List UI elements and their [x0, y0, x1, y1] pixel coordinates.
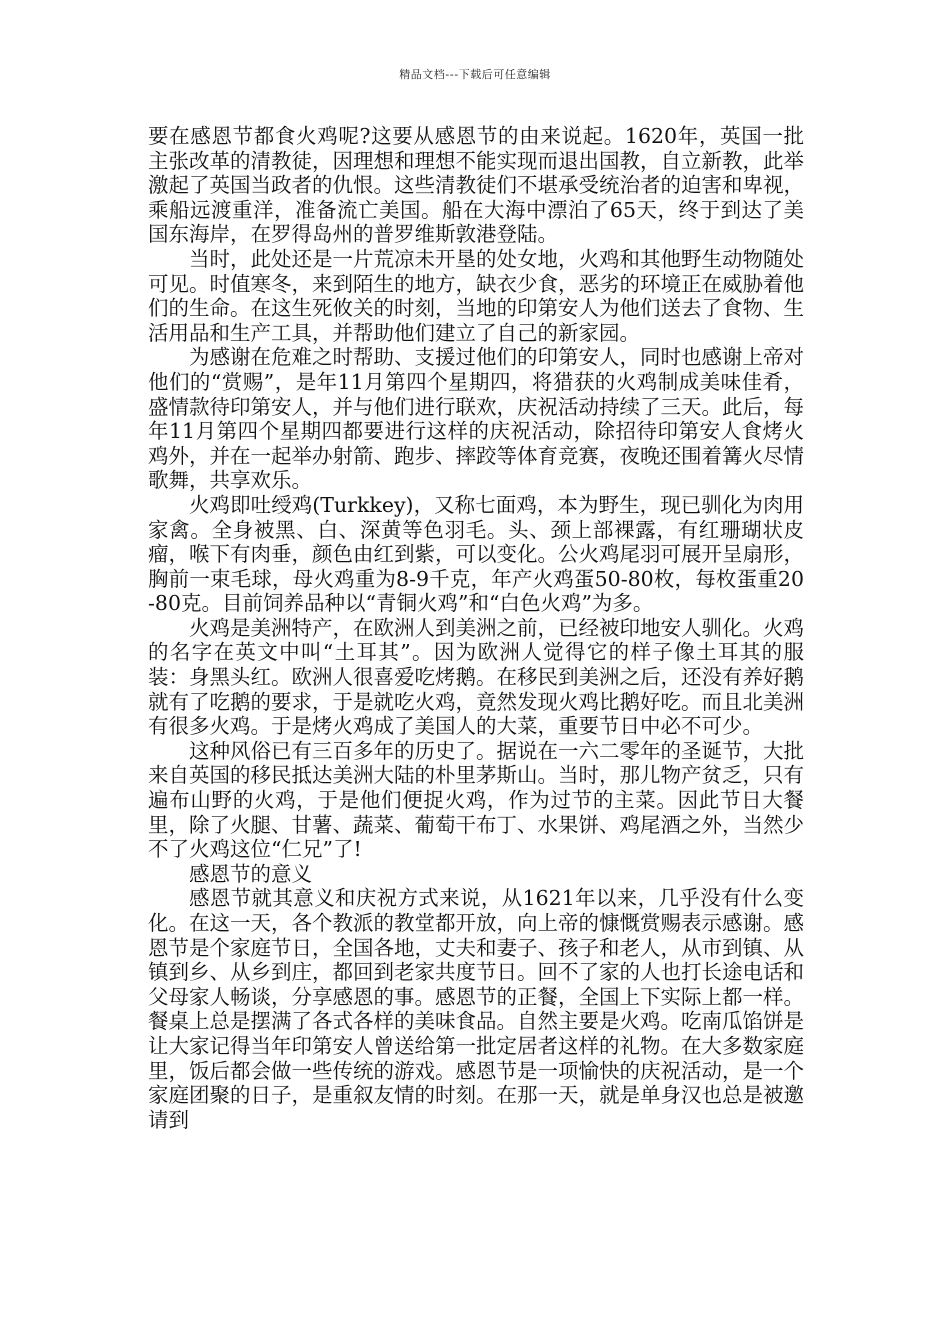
page-header: 精品文档---下载后可任意编辑 — [399, 68, 551, 81]
paragraph-turkey-name: 火鸡是美洲特产，在欧洲人到美洲之前，已经被印地安人驯化。火鸡的名字在英文中叫“土耳其”。因为欧洲人觉得它的样子像土耳其的服装：身黑头红。欧洲人很喜爱吃烤鹅。在移民到美洲之后，还没有养好鹅就有了吃鹅的要求，于是就吃火鸡，竟然发现火鸡比鹅好吃。而且北美洲有很多火鸡。于是烤火鸡成了美国人的大菜，重要节日中必不可少。 — [148, 615, 804, 739]
paragraph-custom-history: 这种风俗已有三百多年的历史了。据说在一六二零年的圣诞节，大批来自英国的移民抵达美洲大陆的朴里茅斯山。当时，那儿物产贫乏，只有遍布山野的火鸡，于是他们便捉火鸡，作为过节的主菜。因此节日大餐里，除了火腿、甘薯、蔬菜、葡萄干布丁、水果饼、鸡尾酒之外，当然少不了火鸡这位“仁兄”了! — [148, 738, 804, 862]
paragraph-wilderness: 当时，此处还是一片荒凉未开垦的处女地，火鸡和其他野生动物随处可见。时值寒冬，来到陌生的地方，缺衣少食，恶劣的环境正在威胁着他们的生命。在这生死攸关的时刻，当地的印第安人为他们送去了食物、生活用品和生产工具，并帮助他们建立了自己的新家园。 — [148, 246, 804, 345]
paragraph-meaning: 感恩节就其意义和庆祝方式来说，从1621年以来，几乎没有什么变化。在这一天，各个教派的教堂都开放，向上帝的慷慨赏赐表示感谢。感恩节是个家庭节日，全国各地，丈夫和妻子、孩子和老人，从市到镇、从镇到乡、从乡到庄，都回到老家共度节日。回不了家的人也打长途电话和父母家人畅谈，分享感恩的事。感恩节的正餐，全国上下实际上都一样。餐桌上总是摆满了各式各样的美味食品。自然主要是火鸡。吃南瓜馅饼是让大家记得当年印第安人曾送给第一批定居者这样的礼物。在大多数家庭里，饭后都会做一些传统的游戏。感恩节是一项愉快的庆祝活动，是一个家庭团聚的日子，是重叙友情的时刻。在那一天，就是单身汉也总是被邀请到 — [148, 886, 804, 1132]
paragraph-turkey-description: 火鸡即吐绶鸡(Turkkey)，又称七面鸡，本为野生，现已驯化为肉用家禽。全身被黑、白、深黄等色羽毛。头、颈上部裸露，有红珊瑚状皮瘤，喉下有肉垂，颜色由红到紫，可以变化。公火鸡尾羽可展开呈扇形，胸前一束毛球，母火鸡重为8-9千克，年产火鸡蛋50-80枚，每枚蛋重20-80克。目前饲养品种以“青铜火鸡”和“白色火鸡”为多。 — [148, 492, 804, 616]
paragraph-celebration: 为感谢在危难之时帮助、支援过他们的印第安人，同时也感谢上帝对他们的“赏赐”，是年11月第四个星期四，将猎获的火鸡制成美味佳肴，盛情款待印第安人，并与他们进行联欢，庆祝活动持续了三天。此后，每年11月第四个星期四都要进行这样的庆祝活动，除招待印第安人食烤火鸡外，并在一起举办射箭、跑步、摔跤等体育竞赛，夜晚还围着篝火尽情歌舞，共享欢乐。 — [148, 345, 804, 493]
document-body — [148, 124, 804, 1132]
paragraph-origin: 要在感恩节都食火鸡呢?这要从感恩节的由来说起。1620年，英国一批主张改革的清教徒，因理想和理想不能实现而退出国教，自立新教，此举激起了英国当政者的仇恨。这些清教徒们不堪承受统治者的迫害和卑视，乘船远渡重洋，准备流亡美国。船在大海中漂泊了65天，终于到达了美国东海岸，在罗得岛州的普罗维斯敦港登陆。 — [148, 124, 804, 247]
section-heading-meaning: 感恩节的意义 — [189, 861, 312, 886]
